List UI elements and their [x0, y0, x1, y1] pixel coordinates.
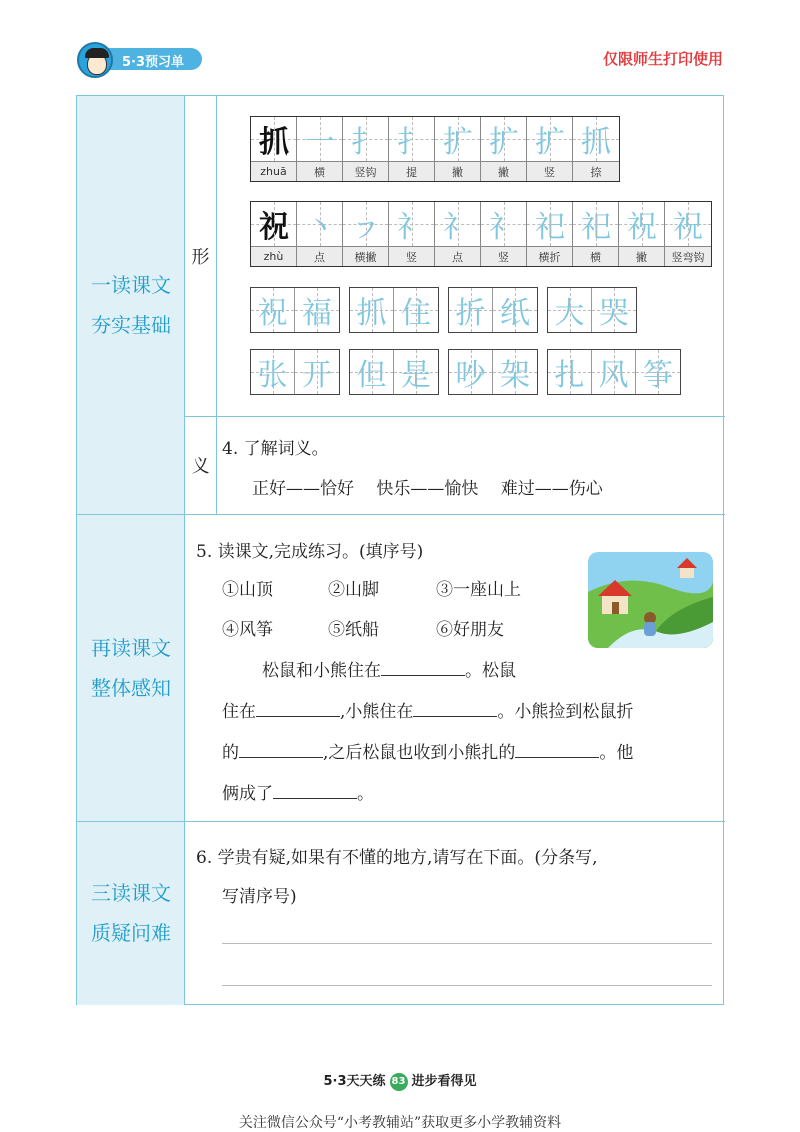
- page-number: 83: [390, 1073, 408, 1091]
- mascot-icon: [77, 42, 113, 78]
- word-char: 是: [394, 350, 438, 394]
- answer-blank-3[interactable]: [413, 701, 497, 717]
- char-cell-stroke: [481, 117, 527, 181]
- char-cell-stroke: [435, 117, 481, 181]
- stroke-label: 横: [573, 246, 618, 266]
- word-char: 折: [449, 288, 493, 332]
- word-box: [547, 287, 637, 333]
- char-cell-stroke: [527, 117, 573, 181]
- word-char: 哭: [592, 288, 636, 332]
- char-cell-stroke: [665, 202, 711, 266]
- section-2-label: 再读课文 整体感知: [77, 514, 185, 821]
- q5-option-4: ④风筝: [222, 620, 273, 640]
- stroke-label: 撇: [435, 161, 480, 181]
- stroke-label: zhuā: [251, 161, 296, 181]
- answer-blank-1[interactable]: [381, 660, 465, 676]
- word-box: [250, 287, 340, 333]
- word-char: 祝: [251, 288, 295, 332]
- word-box: [448, 287, 538, 333]
- char-glyph: 扌: [397, 125, 427, 160]
- word-char: 抓: [350, 288, 394, 332]
- q5-option-5: ⑤纸船: [328, 620, 379, 640]
- word-char: 开: [295, 350, 339, 394]
- char-cell-stroke: [389, 202, 435, 266]
- word-box: [448, 349, 538, 395]
- stroke-label: zhù: [251, 246, 296, 266]
- char-glyph: 祀: [535, 210, 565, 245]
- word-box: [349, 287, 439, 333]
- q4-title: 4. 了解词义。: [222, 439, 329, 459]
- char-cell-stroke: [297, 117, 343, 181]
- watermark-text: 关注微信公众号“小考教辅站”获取更多小学教辅资料: [238, 1115, 562, 1131]
- story-illustration: [588, 552, 713, 648]
- char-glyph: 抓: [259, 125, 289, 160]
- word-char: 风: [592, 350, 636, 394]
- stroke-label: 竖: [527, 161, 572, 181]
- word-row-2: [250, 349, 681, 395]
- char-cell-main: [251, 117, 297, 181]
- char-glyph: 一: [305, 125, 335, 160]
- stroke-label: 撇: [481, 161, 526, 181]
- answer-blank-2[interactable]: [256, 701, 340, 717]
- char-glyph: 礻: [397, 210, 427, 245]
- page-footer: 5·3天天练 83 进步看得见: [323, 1074, 477, 1089]
- char-glyph: 礻: [489, 210, 519, 245]
- header-badge-text: 5·3预习单: [122, 55, 185, 70]
- stroke-label: 竖: [389, 246, 434, 266]
- char-cell-stroke: [389, 117, 435, 181]
- answer-line-2[interactable]: [222, 985, 712, 986]
- header-badge: [104, 48, 202, 70]
- answer-blank-6[interactable]: [273, 783, 357, 799]
- stroke-label: 竖弯钩: [665, 246, 711, 266]
- char-cell-stroke: [573, 117, 619, 181]
- char-glyph: 抓: [581, 125, 611, 160]
- char-cell-stroke: [527, 202, 573, 266]
- char-glyph: 扩: [535, 125, 565, 160]
- char-glyph: 丶: [305, 210, 335, 245]
- stroke-label: 提: [389, 161, 434, 181]
- char-glyph: 祝: [627, 210, 657, 245]
- word-char: 筝: [636, 350, 680, 394]
- q5-title: 5. 读课文,完成练习。(填序号): [196, 542, 424, 562]
- char-grid-zhu: [250, 201, 712, 267]
- answer-blank-5[interactable]: [515, 742, 599, 758]
- stroke-label: 竖: [481, 246, 526, 266]
- word-char: 架: [493, 350, 537, 394]
- q5-option-3: ③一座山上: [436, 580, 521, 600]
- sub-label-yi: 义: [191, 456, 210, 477]
- char-cell-stroke: [435, 202, 481, 266]
- word-char: 纸: [493, 288, 537, 332]
- stroke-label: 点: [435, 246, 480, 266]
- q5-line-3: 的 ,之后松鼠也收到小熊扎的 。他: [222, 743, 634, 763]
- char-grid-zhua: [250, 116, 620, 182]
- char-glyph: 扩: [489, 125, 519, 160]
- char-glyph: 扩: [443, 125, 473, 160]
- word-char: 吵: [449, 350, 493, 394]
- q4-pairs: 正好——恰好 快乐——愉快 难过——伤心: [252, 479, 603, 499]
- q5-line-4: 俩成了 。: [222, 784, 374, 804]
- char-glyph: 祀: [581, 210, 611, 245]
- char-cell-stroke: [343, 117, 389, 181]
- word-char: 张: [251, 350, 295, 394]
- answer-blank-4[interactable]: [239, 742, 323, 758]
- word-row-1: [250, 287, 637, 333]
- word-box: [250, 349, 340, 395]
- stroke-label: 横: [297, 161, 342, 181]
- sub-label-xing: 形: [191, 247, 210, 268]
- word-char: 大: [548, 288, 592, 332]
- q5-option-1: ①山顶: [222, 580, 273, 600]
- stroke-label: 横撇: [343, 246, 388, 266]
- char-glyph: 礻: [443, 210, 473, 245]
- q6-line-2: 写清序号): [222, 887, 297, 907]
- section-1-label: 一读课文 夯实基础: [77, 96, 185, 514]
- char-cell-stroke: [619, 202, 665, 266]
- q6-line-1: 6. 学贵有疑,如果有不懂的地方,请写在下面。(分条写,: [196, 848, 598, 868]
- answer-line-1[interactable]: [222, 943, 712, 944]
- char-glyph: 扌: [351, 125, 381, 160]
- word-char: 福: [295, 288, 339, 332]
- stroke-label: 捺: [573, 161, 619, 181]
- stroke-label: 横折: [527, 246, 572, 266]
- char-glyph: 祝: [259, 210, 289, 245]
- stroke-label: 竖钩: [343, 161, 388, 181]
- char-glyph: ㇷ: [351, 210, 381, 245]
- section-3-label: 三读课文 质疑问难: [77, 821, 185, 1005]
- word-char: 但: [350, 350, 394, 394]
- char-cell-stroke: [343, 202, 389, 266]
- q5-line-1: 松鼠和小熊住在 。松鼠: [262, 661, 516, 681]
- print-note: 仅限师生打印使用: [602, 50, 723, 68]
- word-char: 扎: [548, 350, 592, 394]
- q5-option-6: ⑥好朋友: [436, 620, 504, 640]
- stroke-label: 撇: [619, 246, 664, 266]
- char-cell-stroke: [573, 202, 619, 266]
- word-box: [349, 349, 439, 395]
- char-cell-stroke: [297, 202, 343, 266]
- char-cell-stroke: [481, 202, 527, 266]
- word-box: [547, 349, 681, 395]
- char-cell-main: [251, 202, 297, 266]
- q5-option-2: ②山脚: [328, 580, 379, 600]
- stroke-label: 点: [297, 246, 342, 266]
- char-glyph: 祝: [673, 210, 703, 245]
- q5-line-2: 住在 ,小熊住在 。小熊捡到松鼠折: [222, 702, 634, 722]
- word-char: 住: [394, 288, 438, 332]
